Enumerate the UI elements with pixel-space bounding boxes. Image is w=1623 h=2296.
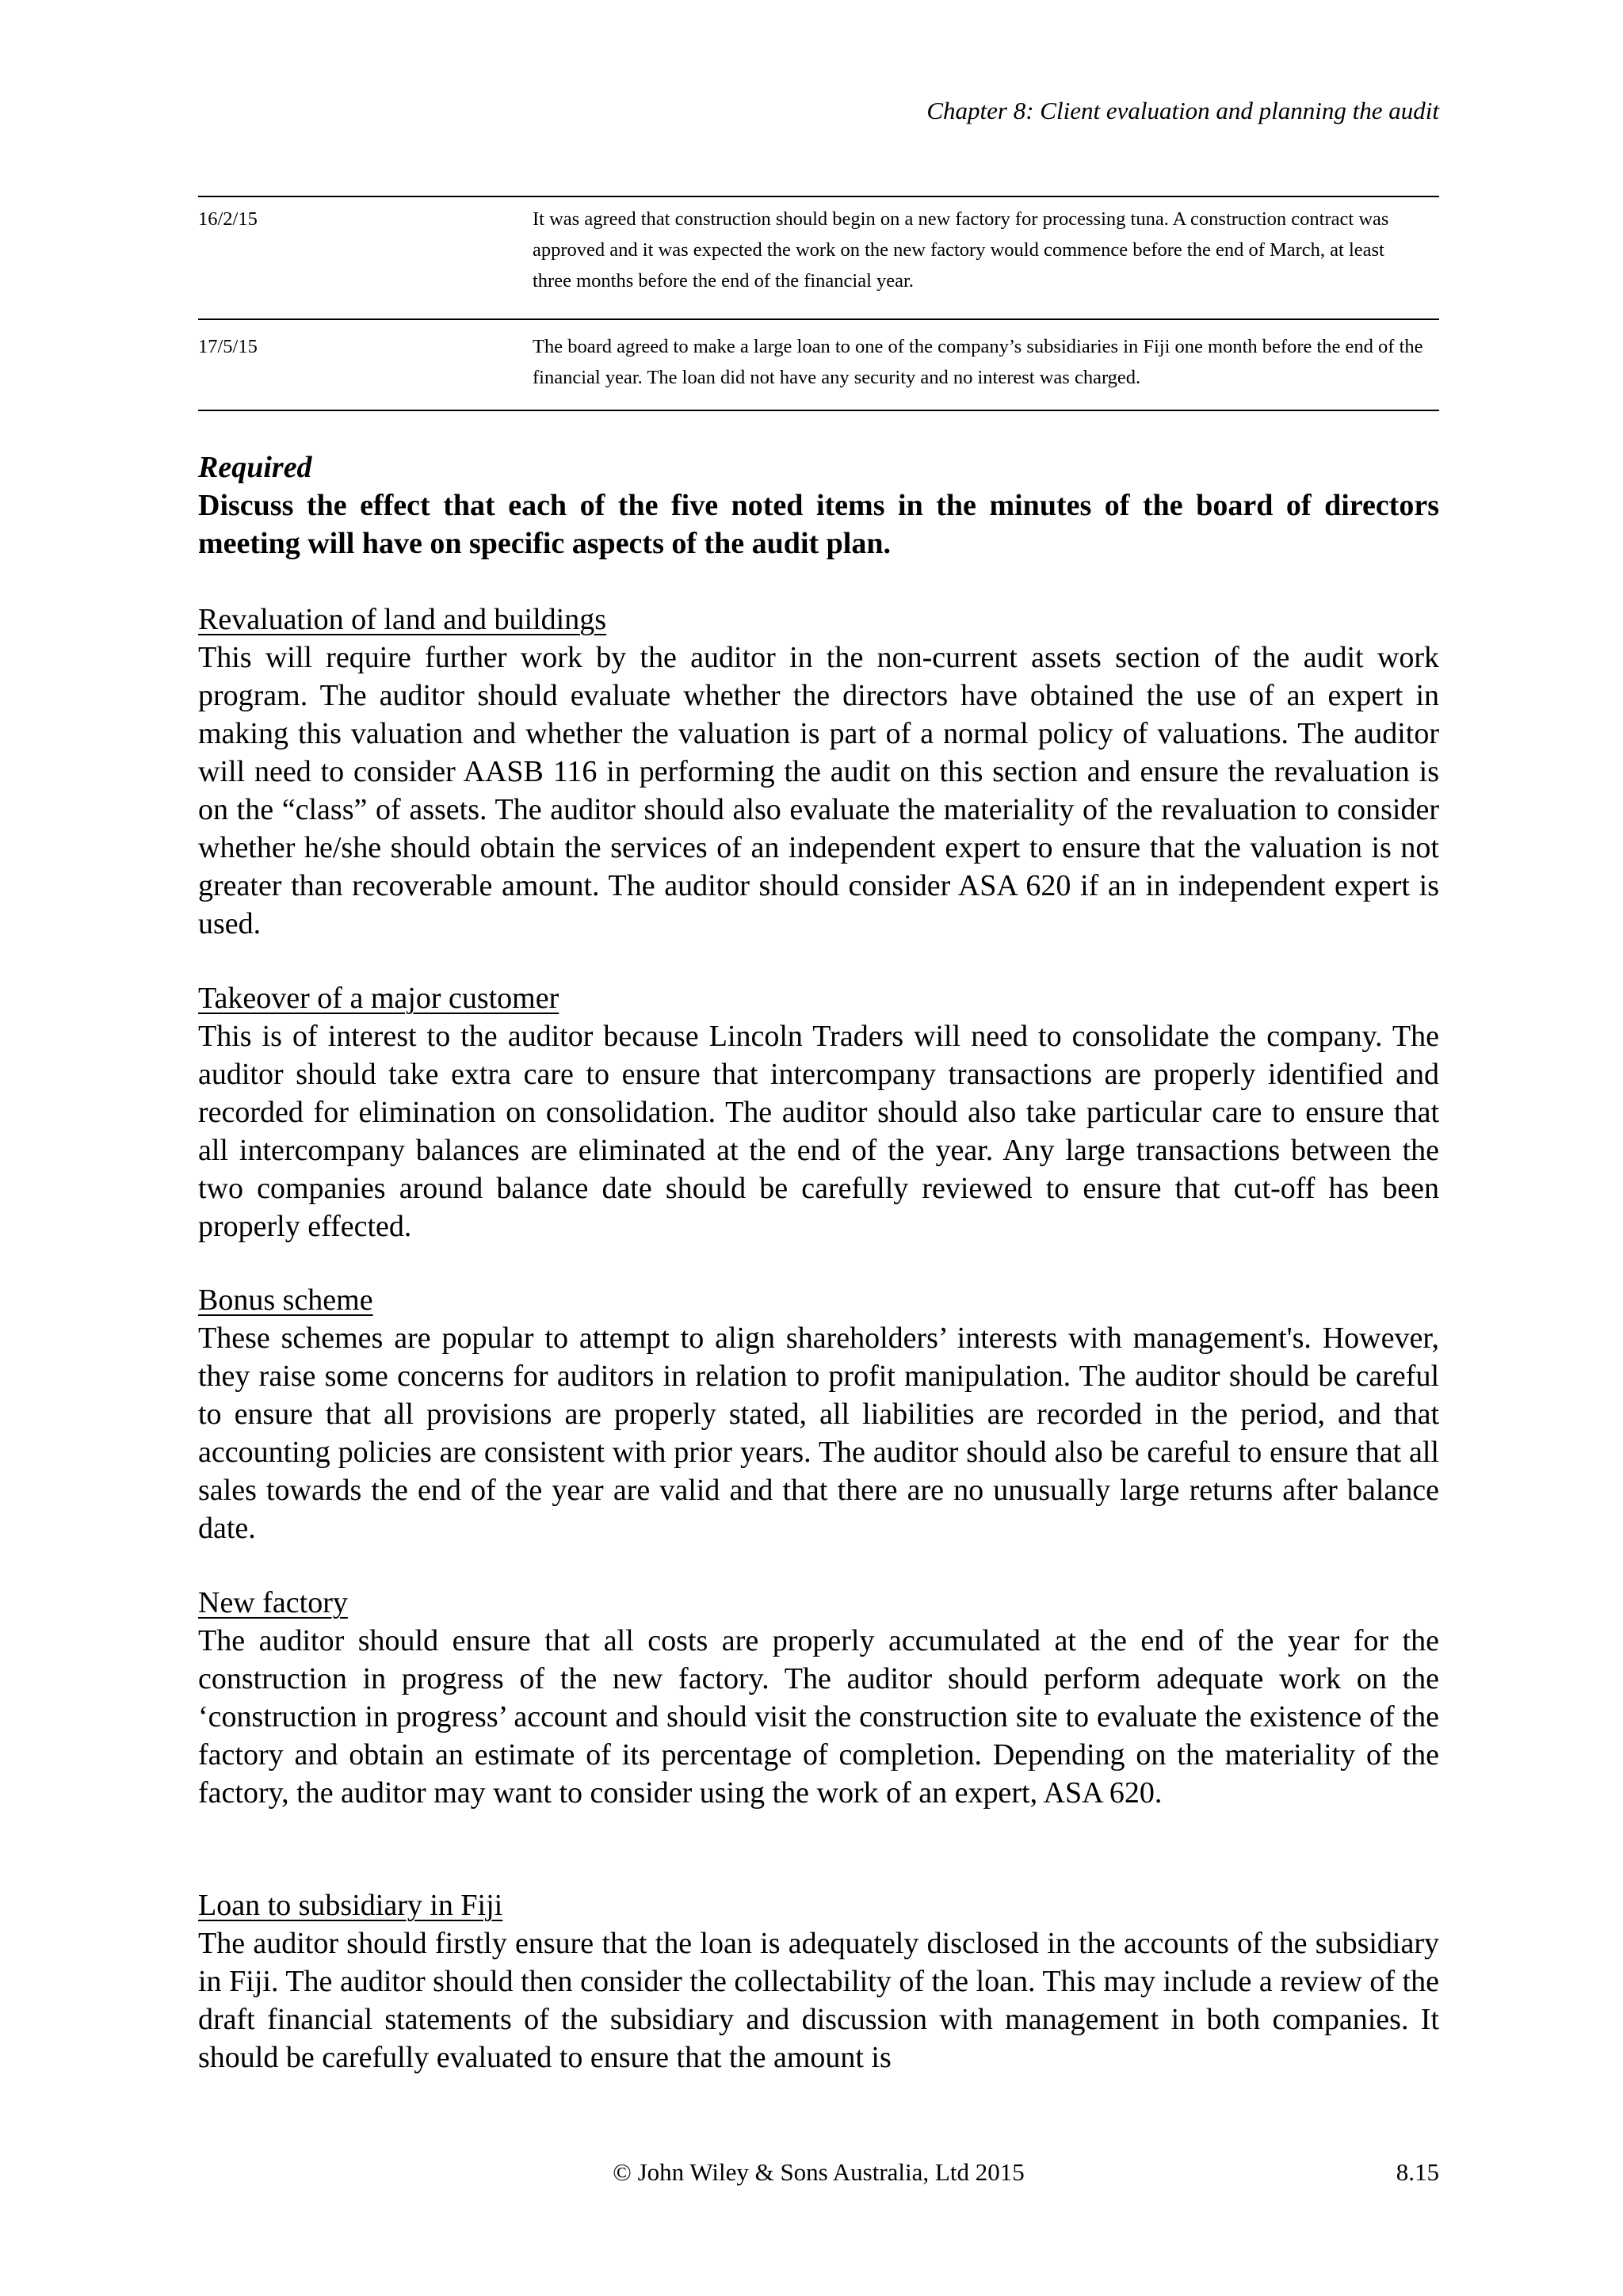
section-new-factory bbox=[198, 1584, 1439, 1812]
board-minutes-table bbox=[198, 196, 1439, 411]
minutes-row bbox=[198, 197, 1439, 318]
section-loan-fiji bbox=[198, 1886, 1439, 2077]
section-title: Revaluation of land and buildings bbox=[198, 603, 607, 636]
section-body: The auditor should ensure that all costs are properly accumulated at the end of the year for the construction in progress of the new factory. The auditor should perform adequate work on the ‘construction in progress’ account and should visit the construction site to evaluate the existence of the factory and obtain an estimate of its percentage of completion. Depending on the materiality of the factory, the auditor may want to consider using the work of an expert, ASA 620. bbox=[198, 1624, 1439, 1810]
running-header: Chapter 8: Client evaluation and planning the audit bbox=[926, 97, 1439, 124]
section-takeover bbox=[198, 979, 1439, 1245]
section-revaluation bbox=[198, 601, 1439, 943]
document-page bbox=[198, 0, 1439, 2296]
section-body: The auditor should firstly ensure that the loan is adequately disclosed in the accounts of the subsidiary in Fiji. The auditor should then consider the collectability of the loan. This may include a review of the draft financial statements of the subsidiary and discussion with management in both companies. It should be carefully evaluated to ensure that the amount is bbox=[198, 1927, 1439, 2074]
section-title: Bonus scheme bbox=[198, 1283, 373, 1317]
page-number: 8.15 bbox=[1396, 2158, 1439, 2186]
minutes-text: The board agreed to make a large loan to one of the company’s subsidiaries in Fiji one month before the end of the financial year. The loan did not have any security and no interest was charged. bbox=[533, 336, 1423, 388]
minutes-text: It was agreed that construction should begin on a new factory for processing tuna. A construction contract was approved and it was expected the work on the new factory would commence before the end of March, at least three months before the end of the financial year. bbox=[533, 208, 1389, 292]
section-title: New factory bbox=[198, 1586, 348, 1619]
section-body: This is of interest to the auditor because Lincoln Traders will need to consolidate the company. The auditor should take extra care to ensure that intercompany transactions are properly identified and recorded for elimination on consolidation. The auditor should also take particular care to ensure that all intercompany balances are eliminated at the end of the year. Any large transactions between the two companies around balance date should be carefully reviewed to ensure that cut-off has been properly effected. bbox=[198, 1020, 1439, 1243]
section-title: Takeover of a major customer bbox=[198, 982, 559, 1015]
minutes-row bbox=[198, 318, 1439, 410]
section-bonus-scheme bbox=[198, 1281, 1439, 1547]
section-body: This will require further work by the auditor in the non-current assets section of the audit work program. The auditor should evaluate whether the directors have obtained the use of an expert in making this valuation and whether the valuation is part of a normal policy of valuations. The auditor will need to consider AASB 116 in performing the audit on this section and ensure the revaluation is on the “class” of assets. The auditor should also evaluate the materiality of the revaluation to consider whether he/she should obtain the services of an independent expert to ensure that the valuation is not greater than recoverable amount. The auditor should consider ASA 620 if an in independent expert is used. bbox=[198, 641, 1439, 940]
minutes-date: 16/2/15 bbox=[198, 208, 258, 230]
footer-copyright: © John Wiley & Sons Australia, Ltd 2015 bbox=[613, 2158, 1025, 2186]
section-title: Loan to subsidiary in Fiji bbox=[198, 1889, 503, 1922]
required-question: Discuss the effect that each of the five noted items in the minutes of the board of directors meeting will have on specific aspects of the audit plan. bbox=[198, 489, 1439, 560]
required-heading: Required bbox=[198, 451, 312, 484]
minutes-date: 17/5/15 bbox=[198, 336, 258, 357]
section-body: These schemes are popular to attempt to align shareholders’ interests with management's. However, they raise some concerns for auditors in relation to profit manipulation. The auditor should be careful to ensure that all provisions are properly stated, all liabilities are recorded in the period, and that accounting policies are consistent with prior years. The auditor should also be careful to ensure that all sales towards the end of the year are valid and that there are no unusually large returns after balance date. bbox=[198, 1322, 1439, 1545]
